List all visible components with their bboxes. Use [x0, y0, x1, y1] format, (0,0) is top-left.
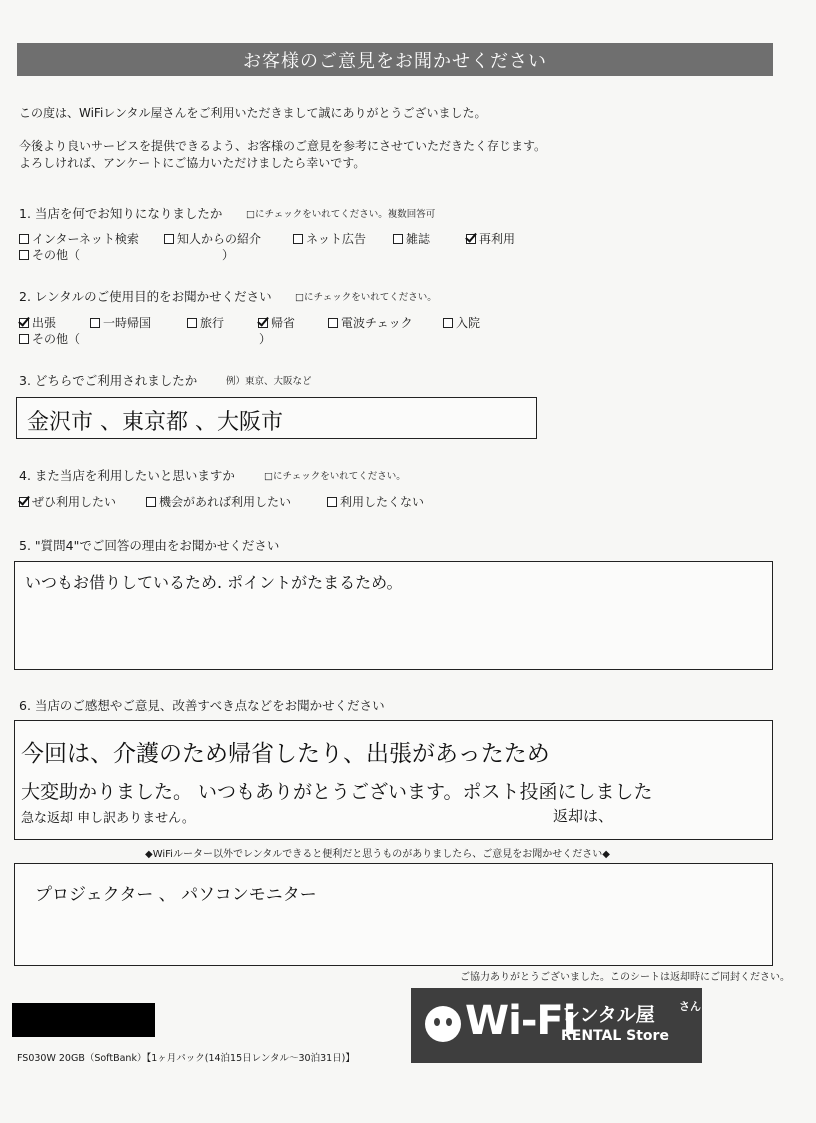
q1-option-reuse[interactable]: 再利用 — [466, 230, 515, 247]
thanks-note: ご協力ありがとうございました。このシートは返却時にご同封ください。 — [460, 972, 790, 983]
q7-question: ◆WiFiルーター以外でレンタルできると便利だと思うものがありましたら、ご意見をお聞かせください◆ — [145, 849, 610, 860]
q1-other-close: ） — [222, 248, 235, 262]
wifi-rental-logo — [411, 988, 702, 1063]
q2-note: □にチェックをいれてください。 — [295, 292, 437, 303]
q1-option-referral[interactable]: 知人からの紹介 — [164, 230, 261, 247]
intro-line: よろしければ、アンケートにご協力いただけましたら幸いです。 — [19, 156, 366, 170]
q1-option-other[interactable]: その他（ — [19, 246, 80, 263]
q1-option-net-ad[interactable]: ネット広告 — [293, 230, 366, 247]
logo-san-text: さん — [679, 1000, 701, 1013]
intro-line: 今後より良いサービスを提供できるよう、お客様のご意見を参考にさせていただきたく存じます。 — [19, 139, 547, 153]
checkbox[interactable] — [443, 318, 453, 328]
q3-answer-box[interactable] — [16, 397, 537, 439]
q6-question: 6. 当店のご感想やご意見、改善すべき点などをお聞かせください — [19, 698, 385, 713]
q2-option-other[interactable]: その他（ — [19, 330, 80, 347]
q2-option-hospital[interactable]: 入院 — [443, 314, 480, 331]
q2-option-homecoming[interactable]: 帰省 — [258, 314, 295, 331]
checkbox-checked[interactable] — [19, 318, 29, 328]
checkbox[interactable] — [164, 234, 174, 244]
checkbox[interactable] — [293, 234, 303, 244]
checkbox-checked[interactable] — [19, 497, 29, 507]
logo-wifi-text: Wi-Fi — [465, 998, 576, 1044]
q6-answer-line: 大変助かりました。 いつもありがとうございます。ポスト投函にしました — [21, 781, 653, 803]
q7-answer: プロジェクター 、 パソコンモニター — [35, 885, 317, 905]
checkbox[interactable] — [146, 497, 156, 507]
q6-answer-box[interactable] — [14, 720, 773, 840]
checkbox[interactable] — [393, 234, 403, 244]
q5-answer: いつもお借りしているため. ポイントがたまるため。 — [25, 573, 403, 592]
product-info: FS030W 20GB（SoftBank）【1ヶ月パック(14泊15日レンタル～30泊31日)】 — [17, 1053, 355, 1064]
checkbox[interactable] — [19, 250, 29, 260]
q4-option-definitely[interactable]: ぜひ利用したい — [19, 493, 116, 510]
logo-jp-text: レンタル屋 — [561, 1004, 655, 1026]
q4-question: 4. また当店を利用したいと思いますか — [19, 468, 235, 483]
checkbox[interactable] — [19, 334, 29, 344]
intro-line: この度は、WiFiレンタル屋さんをご利用いただきまして誠にありがとうございました。 — [19, 106, 487, 120]
checkbox[interactable] — [90, 318, 100, 328]
q1-note: □にチェックをいれてください。複数回答可 — [246, 209, 436, 220]
q1-option-internet[interactable]: インターネット検索 — [19, 230, 139, 247]
checkbox[interactable] — [328, 318, 338, 328]
page-title: お客様のご意見をお聞かせください — [17, 43, 773, 76]
q2-option-temp-return[interactable]: 一時帰国 — [90, 314, 151, 331]
q3-question: 3. どちらでご利用されましたか — [19, 373, 198, 388]
q7-answer-box[interactable] — [14, 863, 773, 966]
checkbox[interactable] — [327, 497, 337, 507]
q4-option-no[interactable]: 利用したくない — [327, 493, 424, 510]
q5-answer-box[interactable] — [14, 561, 773, 670]
q2-option-business[interactable]: 出張 — [19, 314, 56, 331]
q2-other-close: ） — [259, 332, 272, 346]
q2-option-travel[interactable]: 旅行 — [187, 314, 224, 331]
checkbox[interactable] — [187, 318, 197, 328]
q2-option-signal-check[interactable]: 電波チェック — [328, 314, 413, 331]
q4-note: □にチェックをいれてください。 — [264, 471, 406, 482]
q4-option-if-chance[interactable]: 機会があれば利用したい — [146, 493, 291, 510]
q2-question: 2. レンタルのご使用目的をお聞かせください — [19, 289, 272, 304]
redaction-block — [12, 1003, 155, 1037]
q1-question: 1. 当店を何でお知りになりましたか — [19, 206, 223, 221]
q3-note: 例）東京、大阪など — [226, 376, 312, 387]
q3-answer: 金沢市 、東京都 、大阪市 — [27, 410, 283, 435]
checkbox-checked[interactable] — [466, 234, 476, 244]
mascot-icon — [425, 1006, 461, 1042]
q6-answer-insert: 返却は、 — [553, 807, 614, 825]
q5-question: 5. "質問4"でご回答の理由をお聞かせください — [19, 538, 280, 553]
q6-answer-line: 今回は、介護のため帰省したり、出張があったため — [21, 741, 550, 767]
q1-option-magazine[interactable]: 雑誌 — [393, 230, 430, 247]
q6-answer-line: 急な返却 申し訳ありません。 — [21, 811, 195, 826]
checkbox-checked[interactable] — [258, 318, 268, 328]
checkbox[interactable] — [19, 234, 29, 244]
logo-en-text: RENTAL Store — [561, 1028, 669, 1044]
